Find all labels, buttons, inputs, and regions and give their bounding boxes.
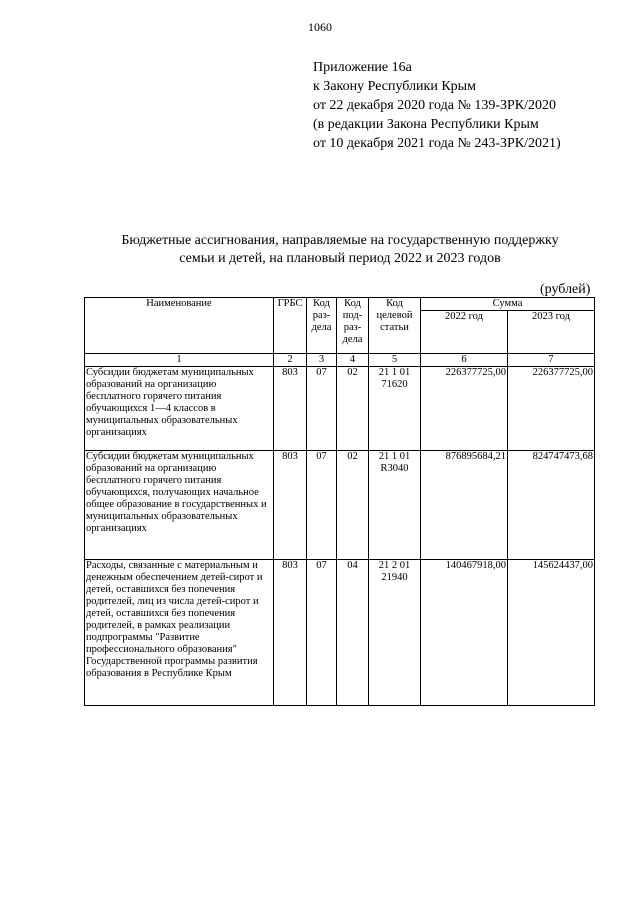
annex-line: от 22 декабря 2020 года № 139-ЗРК/2020 <box>313 98 557 113</box>
header-sum: Сумма <box>421 298 595 311</box>
row-grbs: 803 <box>274 367 307 451</box>
row-sum-2023: 824747473,68 <box>508 451 595 560</box>
table-row <box>85 367 595 451</box>
header-subsection: Код под-раз-дела <box>337 298 369 354</box>
row-target-code <box>369 367 421 451</box>
document-title-line: Бюджетные ассигнования, направляемые на государственную поддержку <box>121 233 559 248</box>
row-subsection: 02 <box>337 451 369 560</box>
target-code-part: 21 1 01 <box>378 451 411 462</box>
column-number: 4 <box>337 354 369 367</box>
row-grbs: 803 <box>274 451 307 560</box>
page-number: 1060 <box>308 20 332 34</box>
target-code-part: 21940 <box>381 572 408 583</box>
row-subsection: 04 <box>337 560 369 706</box>
row-name: Субсидии бюджетам муниципальных образований на организацию бесплатного горячего питания обучающихся 1—4 классов в муниципальных образовательных организациях <box>85 367 274 451</box>
target-code-part: 21 2 01 <box>378 560 411 571</box>
units-label: (рублей) <box>540 282 591 297</box>
annex-line: (в редакции Закона Республики Крым <box>313 117 539 132</box>
column-number: 7 <box>508 354 595 367</box>
row-target-code <box>369 560 421 706</box>
annex-line: от 10 декабря 2021 года № 243-ЗРК/2021) <box>313 136 561 151</box>
target-code-part: R3040 <box>380 463 409 474</box>
table-row <box>85 560 595 706</box>
row-sum-2023: 145624437,00 <box>508 560 595 706</box>
column-number: 1 <box>85 354 274 367</box>
annex-line: к Закону Республики Крым <box>313 79 476 94</box>
row-grbs: 803 <box>274 560 307 706</box>
target-code-part: 21 1 01 <box>378 367 411 378</box>
header-year-2022: 2022 год <box>421 311 508 354</box>
budget-table <box>84 297 595 706</box>
column-number: 6 <box>421 354 508 367</box>
target-code-part: 71620 <box>381 379 408 390</box>
row-section: 07 <box>307 560 337 706</box>
header-target: Код целевой статьи <box>369 298 421 354</box>
row-sum-2022: 140467918,00 <box>421 560 508 706</box>
row-sum-2023: 226377725,00 <box>508 367 595 451</box>
row-name: Расходы, связанные с материальным и денежным обеспечением детей-сирот и детей, оставшихся без попечения родителей, лиц из числа детей-сирот и детей, оставшихся без попечения родителей, в рамках реализации подпрограммы "Развитие профессионального образования" Государственной программы развития образования в Республике Крым <box>85 560 274 706</box>
table-row <box>85 451 595 560</box>
column-number: 3 <box>307 354 337 367</box>
header-year-2023: 2023 год <box>508 311 595 354</box>
document-title-line: семьи и детей, на плановый период 2022 и 2023 годов <box>179 251 501 266</box>
row-subsection: 02 <box>337 367 369 451</box>
row-section: 07 <box>307 367 337 451</box>
header-name: Наименование <box>85 298 274 354</box>
column-number-row <box>85 354 595 367</box>
row-section: 07 <box>307 451 337 560</box>
header-grbs: ГРБС <box>274 298 307 354</box>
column-number: 2 <box>274 354 307 367</box>
document-title <box>60 232 620 268</box>
row-sum-2022: 226377725,00 <box>421 367 508 451</box>
annex-block <box>313 58 561 153</box>
row-name: Субсидии бюджетам муниципальных образований на организацию бесплатного горячего питания обучающихся, получающих начальное общее образование в государственных и муниципальных образовательных организациях <box>85 451 274 560</box>
row-target-code <box>369 451 421 560</box>
header-section: Код раз-дела <box>307 298 337 354</box>
annex-line: Приложение 16а <box>313 60 412 75</box>
column-number: 5 <box>369 354 421 367</box>
row-sum-2022: 876895684,21 <box>421 451 508 560</box>
